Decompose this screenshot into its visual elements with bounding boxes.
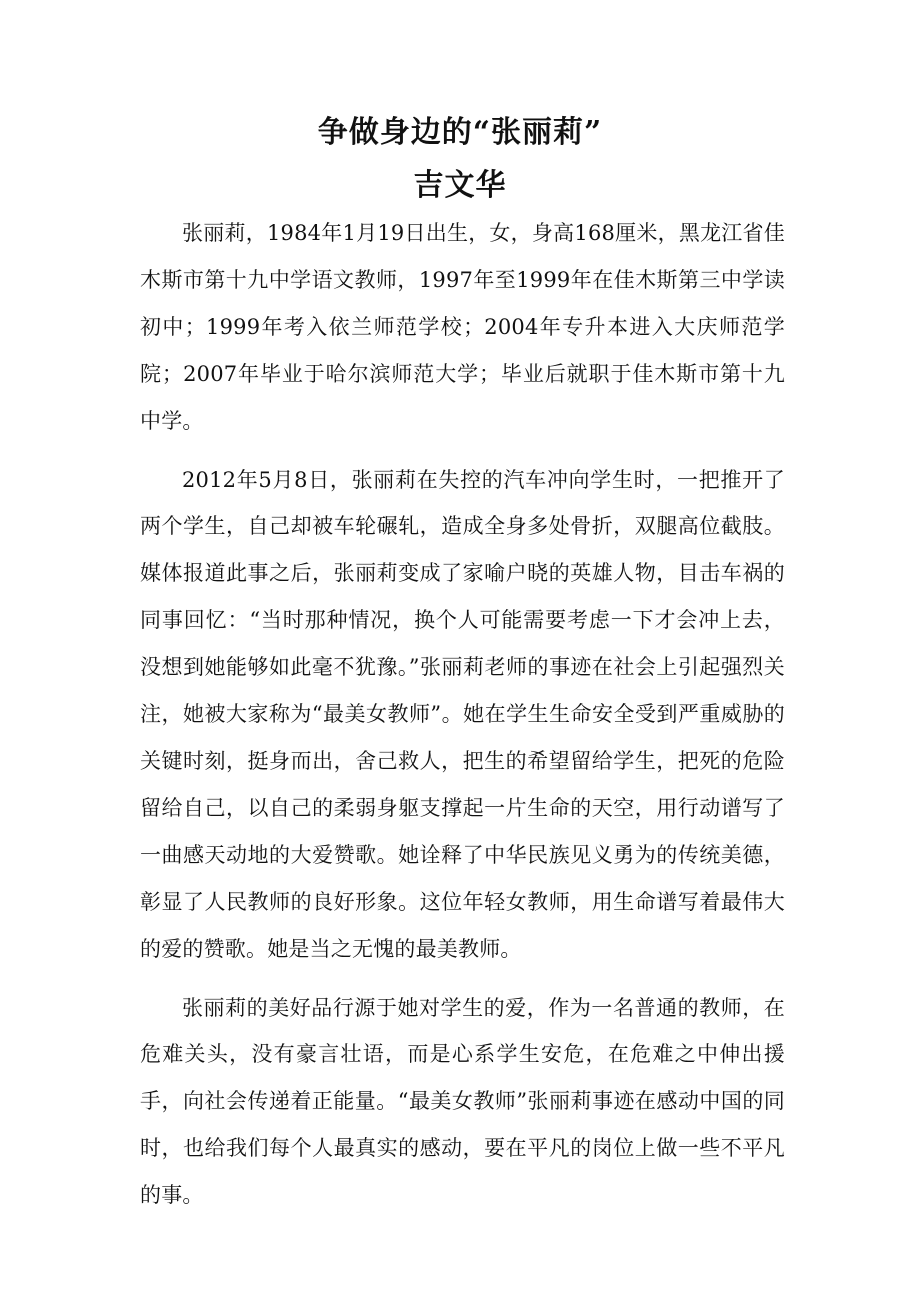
document-body bbox=[140, 210, 785, 1231]
document-title: 争做身边的“张丽莉” bbox=[317, 115, 603, 150]
paragraph-incident: 2012年5月8日，张丽莉在失控的汽车冲向学生时，一把推开了两个学生，自己却被车轮碾轧，造成全身多处骨折，双腿高位截肢。媒体报道此事之后，张丽莉变成了家喻户晓的英雄人物，目击车祸的同事回忆：“当时那种情况，换个人可能需要考虑一下才会冲上去，没想到她能够如此毫不犹豫。”张丽莉老师的事迹在社会上引起强烈关注，她被大家称为“最美女教师”。她在学生生命安全受到严重威胁的关键时刻，挺身而出，舍己救人，把生的希望留给学生，把死的危险留给自己，以自己的柔弱身躯支撑起一片生命的天空，用行动谱写了一曲感天动地的大爱赞歌。她诠释了中华民族见义勇为的传统美德，彰显了人民教师的良好形象。这位年轻女教师，用生命谱写着最伟大的爱的赞歌。她是当之无愧的最美教师。 bbox=[140, 467, 785, 961]
paragraph-biography: 张丽莉，1984年1月19日出生，女，身高168厘米，黑龙江省佳木斯市第十九中学语文教师，1997年至1999年在佳木斯第三中学读初中；1999年考入依兰师范学校；2004年专升本进入大庆师范学院；2007年毕业于哈尔滨师范大学；毕业后就职于佳木斯市第十九中学。 bbox=[140, 221, 785, 433]
document-author: 吉文华 bbox=[413, 168, 507, 203]
paragraph-reflection: 张丽莉的美好品行源于她对学生的爱，作为一名普通的教师，在危难关头，没有豪言壮语，而是心系学生安危，在危难之中伸出援手，向社会传递着正能量。“最美女教师”张丽莉事迹在感动中国的同时，也给我们每个人最真实的感动，要在平凡的岗位上做一些不平凡的事。 bbox=[140, 995, 785, 1208]
